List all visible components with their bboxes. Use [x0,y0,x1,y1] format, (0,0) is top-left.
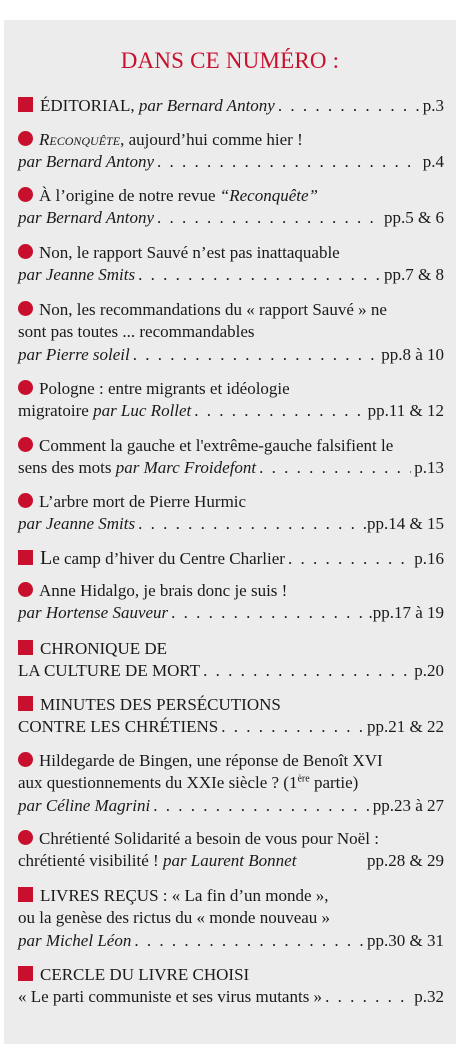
author: par Michel Léon [18,930,132,950]
toc-entry-chronique[interactable]: CHRONIQUE DE LA CULTURE DE MORT . . . p.20 [18,638,444,683]
circle-bullet-icon [18,380,33,395]
author: par Céline Magrini [18,795,151,815]
page-ref: p.32 [414,987,444,1007]
toc-entry-arbre-mort[interactable]: L’arbre mort de Pierre Hurmic par Jeanne Smits . . . .pp.14 & 15 [18,491,444,536]
toc-entry-cercle-livre[interactable]: CERCLE DU LIVRE CHOISI « Le parti communiste et ses virus mutants » . . . p.32 [18,964,444,1009]
author: par Hortense Sauveur [18,603,169,623]
square-bullet-icon [18,97,33,112]
circle-bullet-icon [18,752,33,767]
toc-entry-solidarite[interactable]: Chrétienté Solidarité a besoin de vous pour Noël : chrétienté visibilité ! par Laurent Bonnet pp.28 & 29 [18,828,444,873]
toc-heading: DANS CE NUMÉRO : [120,48,340,73]
toc-entry-recommandations[interactable]: Non, les recommandations du « rapport Sauvé » ne sont pas toutes ... recommandables par Pierre soleil . . . pp.8 à 10 [18,299,444,366]
page-ref: p.13 [414,458,444,478]
page-ref: pp.23 à 27 [372,795,444,815]
circle-bullet-icon [18,582,33,597]
author: par Jeanne Smits [18,265,136,285]
author: par Bernard Antony [18,152,154,172]
page-ref: p.20 [414,661,444,681]
toc-entry-reconquete[interactable]: Reconquête, aujourd’hui comme hier ! par Bernard Antony . . . p.4 [18,129,444,174]
circle-bullet-icon [18,437,33,452]
author: par Pierre soleil [18,344,130,364]
toc-entry-persecutions[interactable]: MINUTES DES PERSÉCUTIONS CONTRE LES CHRÉTIENS . . . pp.21 & 22 [18,694,444,739]
toc-entry-hidalgo[interactable]: Anne Hidalgo, je brais donc je suis ! par Hortense Sauveur . . . .pp.17 à 19 [18,580,444,625]
toc-entry-pologne[interactable]: Pologne : entre migrants et idéologie migratoire par Luc Rollet . . . pp.11 & 12 [18,378,444,423]
page-ref: pp.5 & 6 [384,208,444,228]
toc-entry-hildegarde[interactable]: Hildegarde de Bingen, une réponse de Benoît XVI aux questionnements du XXIe siècle ? (1ère partie) par Céline Magrini . . . pp.23 à 27 [18,750,444,817]
square-bullet-icon [18,696,33,711]
page-ref: .pp.17 à 19 [368,603,444,623]
toc-entry-camp-hiver[interactable]: Le camp d’hiver du Centre Charlier . . . p.16 [18,547,444,570]
toc-entry-origine[interactable]: À l’origine de notre revue “Reconquête” par Bernard Antony . . . pp.5 & 6 [18,185,444,230]
circle-bullet-icon [18,830,33,845]
page-ref: pp.30 & 31 [367,930,444,950]
page-ref: pp.7 & 8 [384,265,444,285]
circle-bullet-icon [18,493,33,508]
circle-bullet-icon [18,187,33,202]
page-ref: pp.8 à 10 [381,344,444,364]
author: par Marc Froidefont [115,458,257,478]
circle-bullet-icon [18,244,33,259]
toc-entry-editorial[interactable]: ÉDITORIAL, par Bernard Antony . . . p.3 [18,95,444,117]
square-bullet-icon [18,966,33,981]
leader-dots [278,95,420,117]
table-of-contents [4,20,456,1044]
toc-entry-rapport-sauve[interactable]: Non, le rapport Sauvé n’est pas inattaquable par Jeanne Smits . . . pp.7 & 8 [18,242,444,287]
author: par Luc Rollet [93,401,192,421]
page-ref: p.16 [414,549,444,568]
circle-bullet-icon [18,301,33,316]
square-bullet-icon [18,887,33,902]
page-ref: .pp.14 & 15 [362,514,444,534]
page-ref: pp.28 & 29 [367,851,444,871]
circle-bullet-icon [18,131,33,146]
page-ref: p.3 [422,96,444,115]
author: par Laurent Bonnet [162,851,297,871]
toc-entry-livres-recus[interactable]: LIVRES REÇUS : « La fin d’un monde », ou la genèse des rictus du « monde nouveau » par Michel Léon . . . pp.30 & 31 [18,885,444,952]
square-bullet-icon [18,550,33,565]
square-bullet-icon [18,640,33,655]
toc-entry-gauche[interactable]: Comment la gauche et l'extrême-gauche falsifient le sens des mots par Marc Froidefont . . . p.13 [18,435,444,480]
author: par Jeanne Smits [18,514,136,534]
author: par Bernard Antony [18,208,154,228]
page-ref: pp.21 & 22 [367,717,444,737]
page-ref: p.4 [422,152,444,172]
page-ref: pp.11 & 12 [367,401,444,421]
